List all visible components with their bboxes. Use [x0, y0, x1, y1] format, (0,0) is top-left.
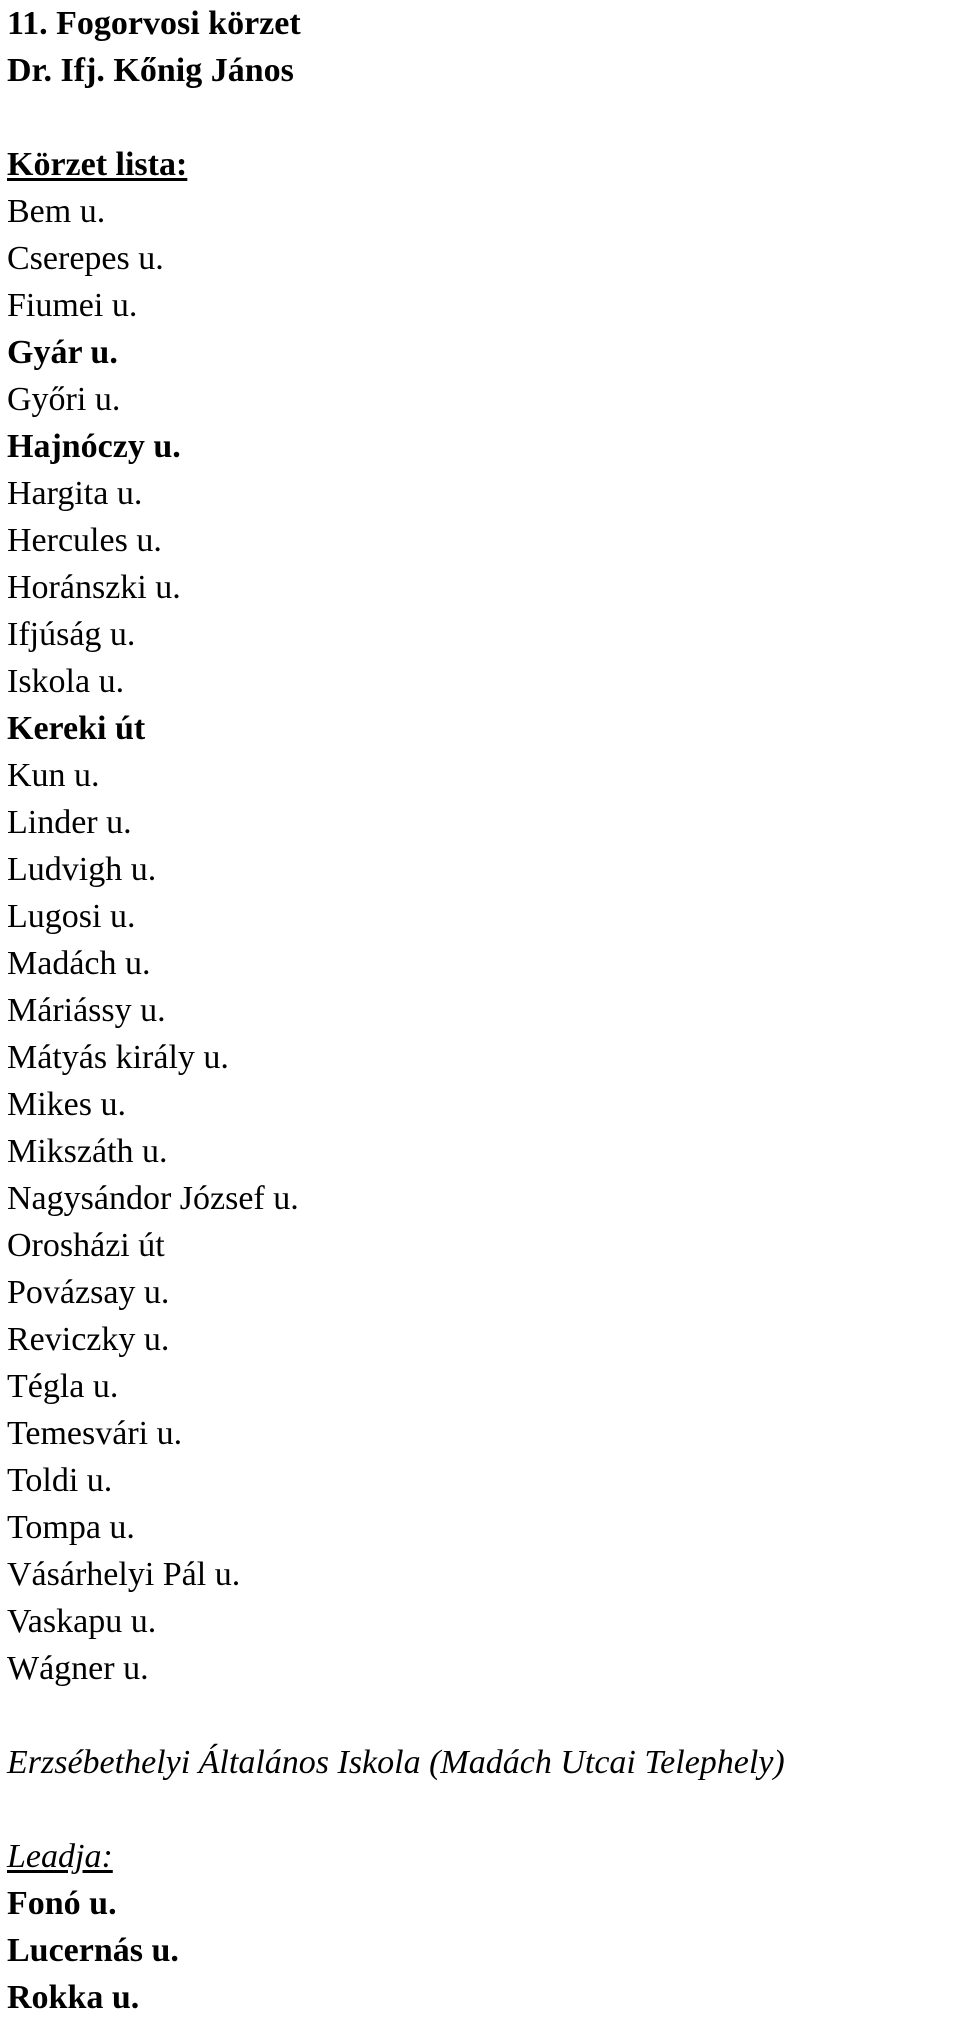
- list-item: Povázsay u.: [7, 1274, 170, 1311]
- handover-heading: Leadja:: [7, 1838, 113, 1875]
- list-item: Fonó u.: [7, 1885, 117, 1922]
- list-item: Hercules u.: [7, 522, 162, 559]
- document-page: [7, 0, 957, 2021]
- list-item: Nagysándor József u.: [7, 1180, 299, 1217]
- list-item: Lugosi u.: [7, 898, 136, 935]
- list-item: Gyár u.: [7, 334, 118, 371]
- list-item: Rokka u.: [7, 1979, 140, 2016]
- spacer: [7, 1786, 957, 1833]
- list-item: Vásárhelyi Pál u.: [7, 1556, 241, 1593]
- school-name: Erzsébethelyi Általános Iskola (Madách Utcai Telephely): [7, 1744, 785, 1781]
- list-item: Toldi u.: [7, 1462, 113, 1499]
- list-item: Győri u.: [7, 381, 121, 418]
- list-item: Ludvigh u.: [7, 851, 157, 888]
- list-item: Lucernás u.: [7, 1932, 179, 1969]
- list-item: Mikes u.: [7, 1086, 126, 1123]
- list-item: Máriássy u.: [7, 992, 166, 1029]
- list-item: Tompa u.: [7, 1509, 135, 1546]
- list-item: Reviczky u.: [7, 1321, 170, 1358]
- handover-street-list: [7, 1880, 957, 2021]
- spacer: [7, 94, 957, 141]
- list-item: Mikszáth u.: [7, 1133, 168, 1170]
- list-item: Wágner u.: [7, 1650, 149, 1687]
- list-item: Hajnóczy u.: [7, 428, 181, 465]
- list-item: Ifjúság u.: [7, 616, 136, 653]
- list-item: Linder u.: [7, 804, 132, 841]
- list-item: Cserepes u.: [7, 240, 164, 277]
- spacer: [7, 1692, 957, 1739]
- district-title: 11. Fogorvosi körzet: [7, 5, 301, 42]
- list-item: Horánszki u.: [7, 569, 181, 606]
- list-item: Hargita u.: [7, 475, 143, 512]
- list-item: Kereki út: [7, 710, 146, 747]
- list-item: Tégla u.: [7, 1368, 119, 1405]
- district-list-heading: Körzet lista:: [7, 146, 188, 183]
- list-item: Vaskapu u.: [7, 1603, 157, 1640]
- list-item: Kun u.: [7, 757, 100, 794]
- list-item: Orosházi út: [7, 1227, 165, 1264]
- handover-section: [7, 1833, 957, 2021]
- list-item: Madách u.: [7, 945, 151, 982]
- document-header: [7, 0, 957, 94]
- list-item: Temesvári u.: [7, 1415, 183, 1452]
- list-item: Iskola u.: [7, 663, 125, 700]
- district-list-section: [7, 141, 957, 1692]
- district-street-list: [7, 188, 957, 1692]
- list-item: Mátyás király u.: [7, 1039, 229, 1076]
- list-item: Bem u.: [7, 193, 106, 230]
- doctor-name: Dr. Ifj. Kőnig János: [7, 52, 294, 89]
- list-item: Fiumei u.: [7, 287, 138, 324]
